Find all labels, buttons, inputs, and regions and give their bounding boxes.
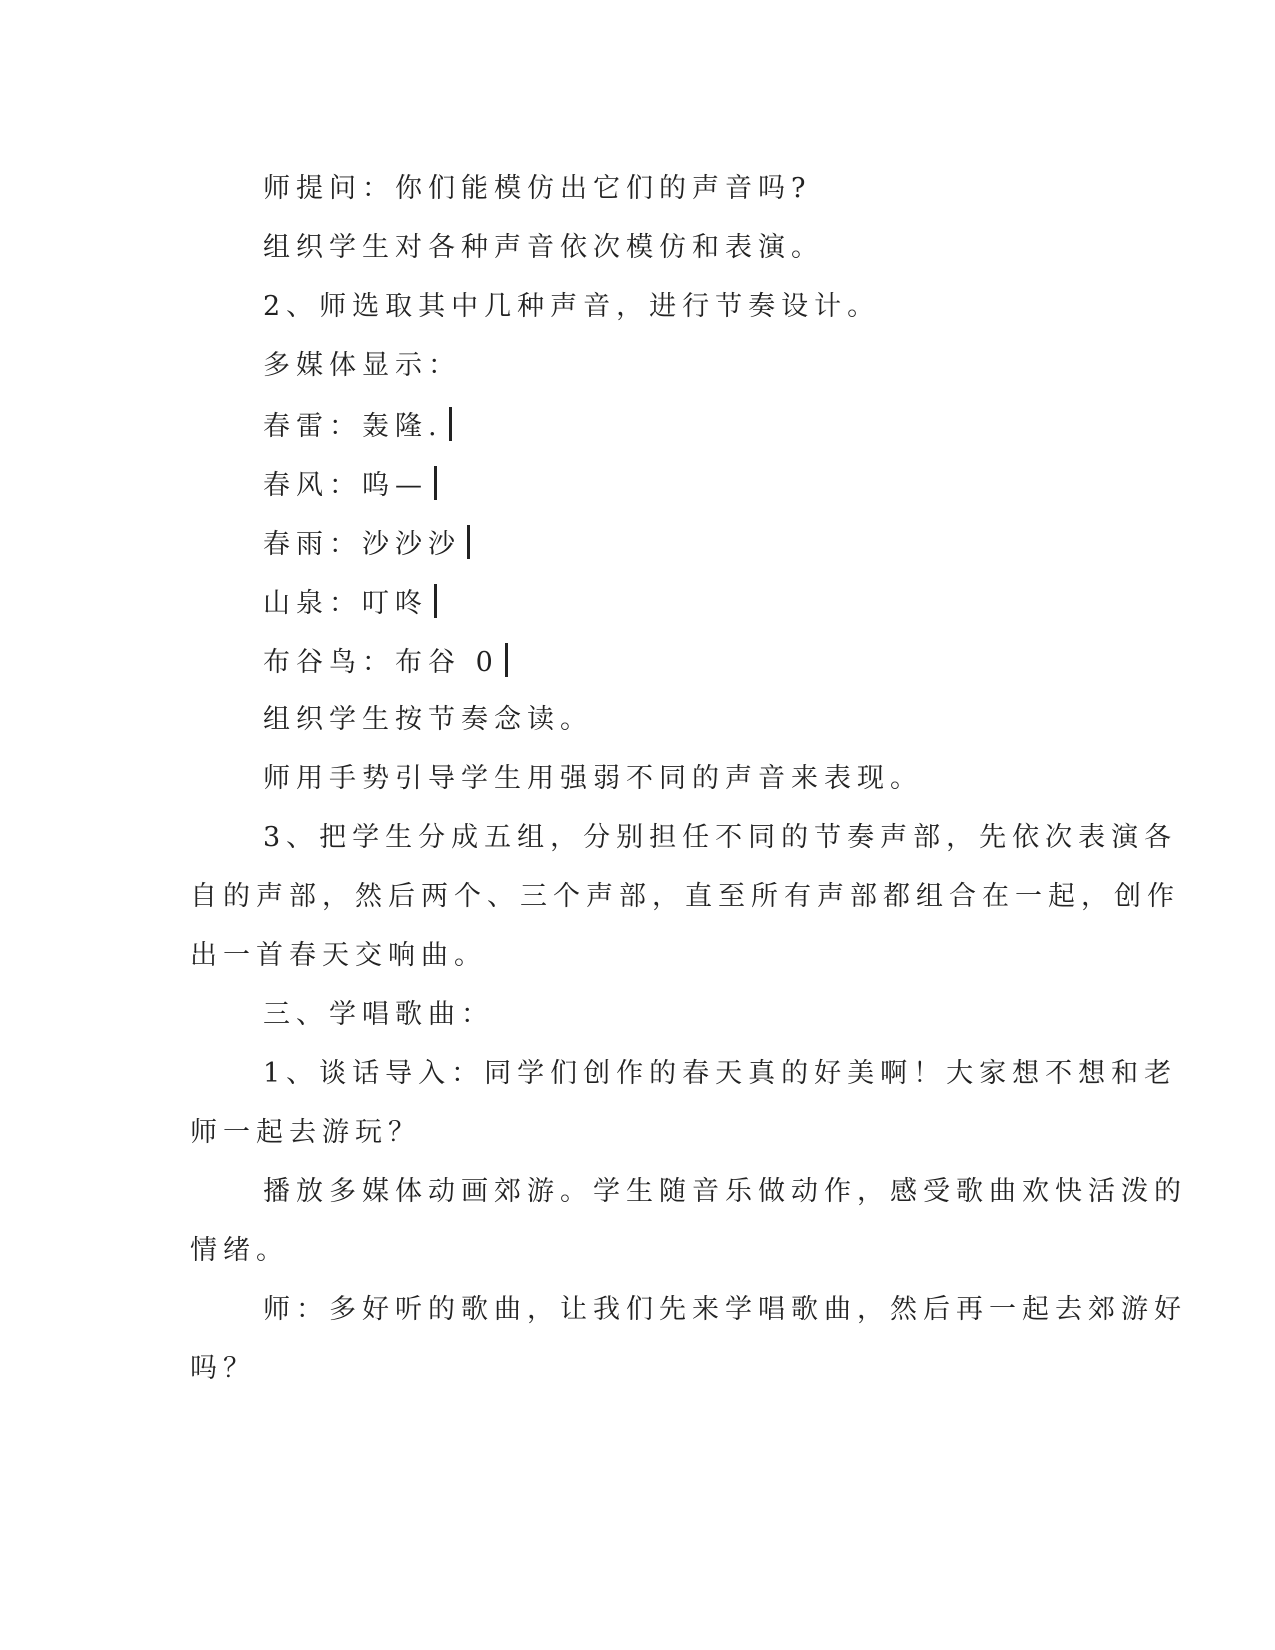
paragraph-animation-line2: 情绪。 [190,1235,289,1266]
bar-line [505,643,508,677]
rhythm-text: 春风：呜— [263,470,428,501]
rhythm-line-cuckoo [263,643,1163,681]
rhythm-line-spring-thunder [263,407,1163,445]
paragraph-animation-line1: 播放多媒体动画郊游。学生随音乐做动作，感受歌曲欢快活泼的 [263,1176,1187,1207]
paragraph-organize-imitation: 组织学生对各种声音依次模仿和表演。 [263,232,824,263]
paragraph-gesture-guide: 师用手势引导学生用强弱不同的声音来表现。 [263,763,923,794]
rhythm-text: 山泉：叮咚 [263,588,428,619]
rhythm-text: 春雷：轰隆. [263,411,443,442]
rhythm-text: 春雨：沙沙沙 [263,529,461,560]
rhythm-text: 布谷鸟：布谷 0 [263,647,499,678]
paragraph-five-groups-line2: 自的声部，然后两个、三个声部，直至所有声部都组合在一起，创作 [190,881,1180,912]
paragraph-five-groups-line1: 3、把学生分成五组，分别担任不同的节奏声部，先依次表演各 [263,822,1178,853]
paragraph-teacher-invite-line2: 吗？ [190,1353,256,1384]
bar-line [467,525,470,559]
rhythm-line-spring-rain [263,525,1163,563]
paragraph-intro-line1: 1、谈话导入：同学们创作的春天真的好美啊！大家想不想和老 [263,1058,1178,1089]
paragraph-intro-line2: 师一起去游玩？ [190,1117,421,1148]
paragraph-rhythm-reading: 组织学生按节奏念读。 [263,704,593,735]
paragraph-rhythm-design: 2、师选取其中几种声音，进行节奏设计。 [263,291,881,322]
paragraph-five-groups-line3: 出一首春天交响曲。 [190,940,487,971]
paragraph-teacher-invite-line1: 师：多好听的歌曲，让我们先来学唱歌曲，然后再一起去郊游好 [263,1294,1187,1325]
bar-line [434,584,437,618]
section-heading-learn-song: 三、学唱歌曲： [263,999,494,1030]
rhythm-line-mountain-spring [263,584,1163,622]
paragraph-teacher-question: 师提问：你们能模仿出它们的声音吗? [263,173,812,204]
bar-line [449,407,452,441]
paragraph-multimedia-display: 多媒体显示： [263,350,461,381]
bar-line [434,466,437,500]
rhythm-line-spring-wind [263,466,1163,504]
